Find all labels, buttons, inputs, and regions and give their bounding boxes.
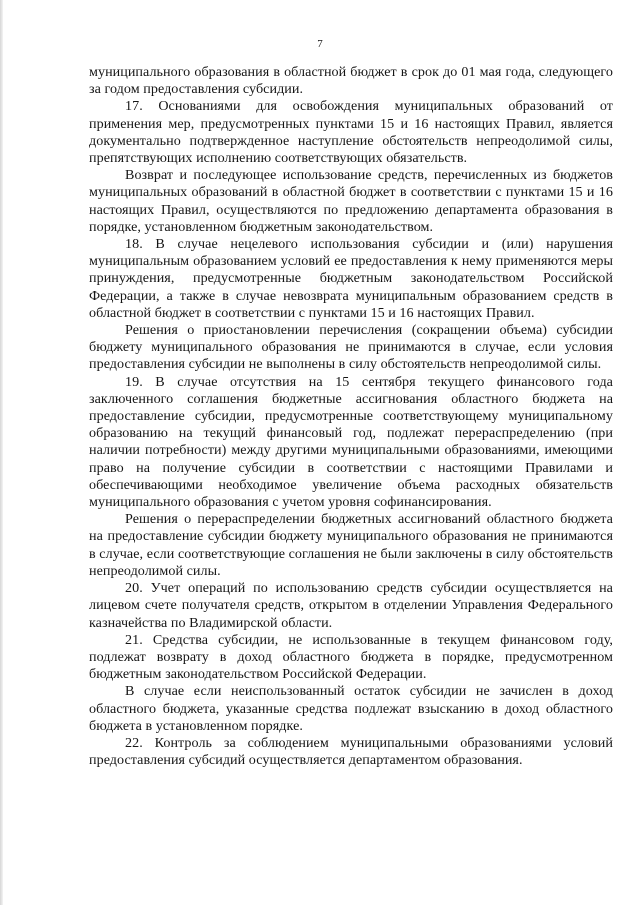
page-number: 7 bbox=[317, 38, 323, 50]
paragraph-continuation: муниципального образования в областной бюджет в срок до 01 мая года, следующего за годом предоставления субсидии. bbox=[89, 64, 613, 98]
paragraph-item-22: 22. Контроль за соблюдением муниципальными образованиями условий предоставления субсидий осуществляется департаментом образования. bbox=[89, 734, 613, 769]
paragraph-item-17: 17. Основаниями для освобождения муниципальных образований от применения мер, предусмотренных пунктами 15 и 16 настоящих Правил, является документально подтвержденное наступление обстоятельств непреодолимой силы, препятствующих исполнению соответствующих обязательств. bbox=[89, 98, 613, 167]
paragraph-item-19: 19. В случае отсутствия на 15 сентября текущего финансового года заключенного соглашения бюджетные ассигнования областного бюджета на предоставление субсидии, предусмотренные соответствующему муниципальному образованию на текущий финансовый год, подлежат перераспределению (при наличии потребности) между другими муниципальными образованиями, имеющими право на получение субсидии в соответствии с настоящими Правилами и обеспечивающими необходимое увеличение объема расходных обязательств муниципального образования с учетом уровня софинансирования. bbox=[89, 373, 613, 511]
document-body bbox=[89, 64, 613, 769]
paragraph-redistribution: Решения о перераспределении бюджетных ассигнований областного бюджета на предоставление субсидии бюджету муниципального образования не принимаются в случае, если соответствующие соглашения не были заключены в силу обстоятельств непреодолимой силы. bbox=[89, 511, 613, 579]
paragraph-unused-balance: В случае если неиспользованный остаток субсидии не зачислен в доход областного бюджета, указанные средства подлежат взысканию в доход областного бюджета в установленном порядке. bbox=[89, 683, 613, 734]
paragraph-item-18: 18. В случае нецелевого использования субсидии и (или) нарушения муниципальным образованием условий ее предоставления к нему применяются меры принуждения, предусмотренные бюджетным законодательством Российской Федерации, а также в случае невозврата муниципальным образованием средств в областной бюджет в соответствии с пунктами 15 и 16 настоящих Правил. bbox=[89, 236, 613, 321]
paragraph-item-21: 21. Средства субсидии, не использованные в текущем финансовом году, подлежат возврату в доход областного бюджета в порядке, предусмотренном бюджетным законодательством Российской Федерации. bbox=[89, 631, 613, 683]
paragraph-suspension: Решения о приостановлении перечисления (сокращении объема) субсидии бюджету муниципального образования не принимаются в случае, если условия предоставления субсидии не выполнены в силу обстоятельств непреодолимой силы. bbox=[89, 322, 613, 373]
paragraph-item-20: 20. Учет операций по использованию средств субсидии осуществляется на лицевом счете получателя средств, открытом в отделении Управления Федерального казначейства по Владимирской области. bbox=[89, 580, 613, 631]
paragraph-refund-usage: Возврат и последующее использование средств, перечисленных из бюджетов муниципальных образований в областной бюджет в соответствии с пунктами 15 и 16 настоящих Правил, осуществляются по предложению департамента образования в порядке, установленном бюджетным законодательством. bbox=[89, 167, 613, 235]
scan-edge bbox=[0, 0, 3, 905]
